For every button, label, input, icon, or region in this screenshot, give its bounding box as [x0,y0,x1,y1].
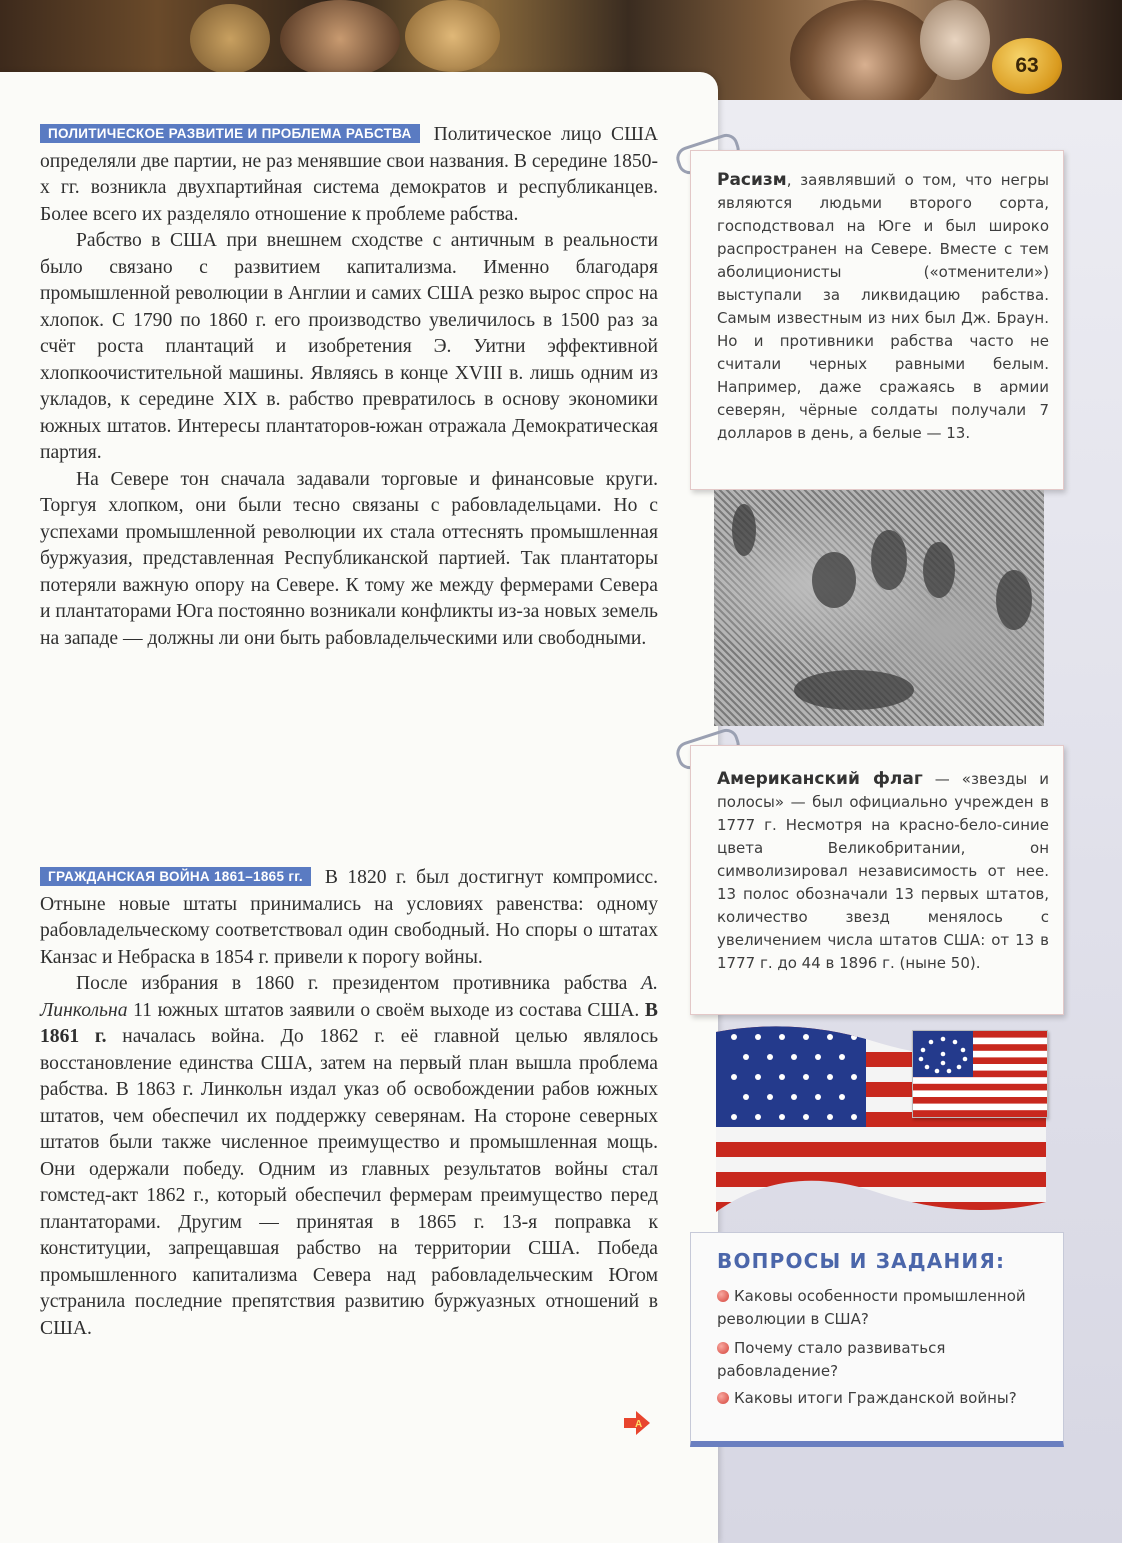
paragraph: Рабство в США при внешнем сходстве с античным в реальности было связано с развитием капитализма. Именно благодаря промышленной революции в Англии и самих США резко вырос спрос на хлопок. С 1790 по 1860 г. его производство увеличилось в 1500 раз за счёт роста плантаций и изобретения Э. Уитни эффективной хлопкоочистительной машины. Являясь в конце XVIII в. лишь одним из укладов, к середине XIX в. рабство превратилось в основу экономики южных штатов. Интересы плантаторов-южан отражала Демократическая партия. [40,230,658,463]
question-text: Каковы итоги Гражданской войны? [734,1389,1017,1407]
bullet-icon [717,1392,729,1404]
coin-image [405,0,500,72]
bullet-icon [717,1342,729,1354]
bullet-icon [717,1290,729,1302]
coin-image [190,4,270,74]
question-item [717,1337,1051,1383]
section-heading: ГРАЖДАНСКАЯ ВОЙНА 1861–1865 гг. [40,867,311,886]
text-run: После избрания в 1860 г. президентом противника рабства [76,973,642,994]
question-text: Каковы особенности промышленной революции в США? [717,1287,1026,1328]
note-american-flag [690,745,1064,1015]
text-run: 11 южных штатов заявили о своём выходе из состава США. [127,999,645,1021]
page-number-badge [992,38,1062,94]
question-text: Почему стало развиваться рабовладение? [717,1339,946,1380]
note-term: Расизм [717,170,787,190]
question-item [717,1387,1051,1410]
historic-flag-image [912,1030,1048,1118]
note-body: , заявлявший о том, что негры являются людьми второго сорта, господствовал на Юге и был широко распространен на Севере. Вместе с тем аболиционисты («отменители») выступали за ликвидацию рабства. Самым известным из них был Дж. Браун. Но и противники рабства часто не считали черных равными белым. Например, даже сражаясь в армии северян, чёрные солдаты получали 7 долларов в день, а белые — 13. [717,171,1049,442]
paragraph: На Севере тон сначала задавали торговые и финансовые круги. Торгуя хлопком, они были тесно связаны с рабовладельцами. Но с успехами промышленной революции их стала оттеснять промышленная буржуазия, представленная Республиканской партией. Так плантаторы потеряли важную опору на Севере. К тому же между фермерами Севера и плантаторами Юга постоянно возникали конфликты из-за новых земель на западе — должны ли они быть рабовладельческими или свободными. [40,468,658,649]
portrait-image [920,0,990,80]
note-text [691,746,1063,985]
questions-title: ВОПРОСЫ И ЗАДАНИЯ: [717,1249,1006,1273]
person-name: А. Линкольна [40,973,658,1021]
paragraph-text: Политическое лицо США определяли две партии, не раз менявшие свои названия. В середине 1850-х гг. возникла двухпартийная система демократов и республиканцев. Более всего их разделяло отношение к проблеме рабства. [40,124,658,225]
section-heading: ПОЛИТИЧЕСКОЕ РАЗВИТИЕ И ПРОБЛЕМА РАБСТВА [40,124,420,143]
note-racism [690,150,1064,490]
cotton-plantation-image [714,490,1044,726]
section-civil-war [40,865,658,1342]
portrait-image [280,0,400,78]
note-text [691,151,1063,455]
paragraph-text: В 1820 г. был достигнут компромисс. Отныне новые штаты принимались на условиях равенства: одному рабовладельческому соответствовал один свободный. Но споры о штатах Канзас и Небраска в 1854 г. привели к порогу войны. [40,867,658,968]
text-run: началась война. До 1862 г. её главной целью являлось восстановление единства США, затем на первый план вышла проблема рабства. В 1863 г. Линкольн издал указ об освобождении рабов южных штатов, чем обеспечил их поддержку северянам. На стороне северных штатов были также численное преимущество и промышленная мощь. Они одержали победу. Одним из главных результатов войны стал гомстед-акт 1862 г., который обеспечил фермерам преимущество перед плантаторами. Другим — принятая в 1865 г. 13-я поправка к конституции, запрещавшая рабство на территории США. Победа промышленного капитализма Севера над рабовладельческим Югом устранила последние препятствия развитию буржуазных отношений в США. [40,1026,659,1339]
note-term: Американский флаг [717,769,923,789]
page-number: 63 [1015,54,1039,77]
paragraph [40,971,658,1342]
section-political-development [40,122,658,652]
svg-text:A: A [635,1419,643,1430]
question-item [717,1285,1051,1331]
arrow-right-icon [622,1408,652,1438]
year-highlight: В 1861 г. [40,999,658,1047]
paragraph [40,865,658,971]
questions-box [690,1232,1064,1447]
paragraph [40,122,658,228]
note-body: — «звезды и полосы» — был официально учрежден в 1777 г. Несмотря на красно-бело-синие цвета Великобритании, он символизировал независимость от нее. 13 полос обозначали 13 первых штатов, количество звезд менялось с увеличением числа штатов США: от 13 в 1777 г. до 44 в 1896 г. (ныне 50). [717,770,1049,972]
